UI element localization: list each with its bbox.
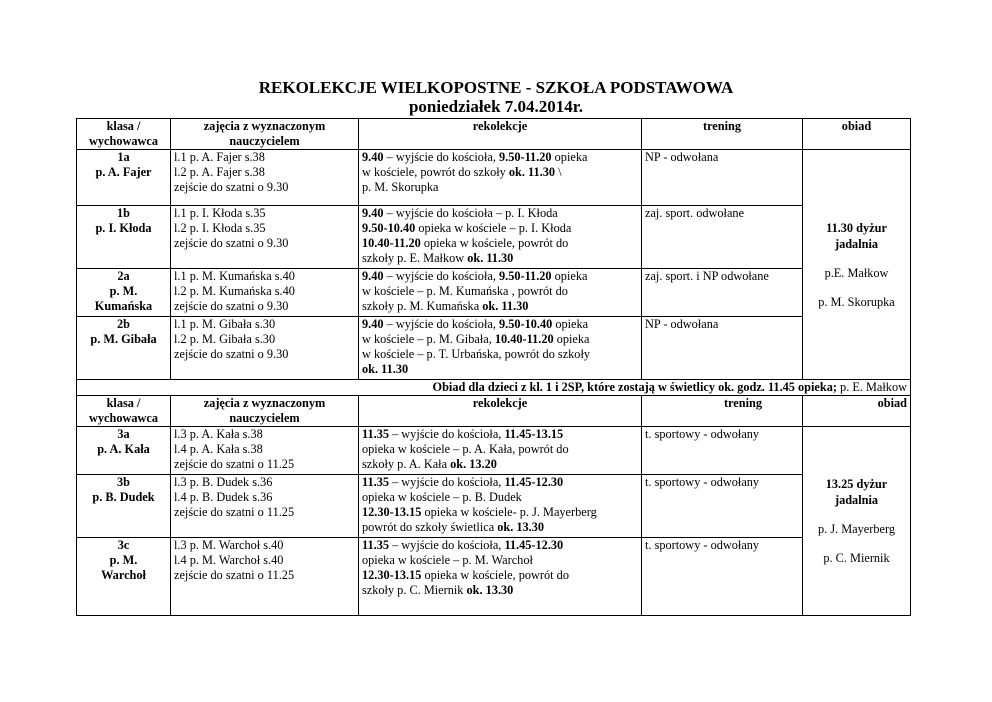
retreat-text: szkoły p. C. Miernik: [362, 583, 467, 597]
retreat-time: ok. 11.30: [362, 362, 409, 376]
training-cell: NP - odwołana: [642, 150, 803, 206]
class-line: p. B. Dudek: [92, 490, 155, 504]
retreat-line: [362, 538, 638, 553]
retreat-cell: [359, 269, 642, 317]
class-line: Warchoł: [101, 568, 146, 582]
retreat-line: [362, 520, 638, 535]
retreat-text: – wyjście do kościoła,: [383, 269, 499, 283]
lessons-line: zejście do szatni o 9.30: [174, 347, 289, 361]
training-cell: NP - odwołana: [642, 317, 803, 380]
retreat-line: [362, 206, 638, 221]
retreat-line: [362, 553, 638, 568]
retreat-time: 9.50-10.40: [498, 317, 553, 331]
retreat-time: 12.30-13.15: [362, 568, 422, 582]
retreat-line: [362, 475, 638, 490]
retreat-line: [362, 284, 638, 299]
lessons-cell: [171, 538, 359, 616]
retreat-line: [362, 221, 638, 236]
training-cell: t. sportowy - odwołany: [642, 475, 803, 538]
lessons-line: l.1 p. M. Kumańska s.40: [174, 269, 295, 283]
retreat-line: [362, 236, 638, 251]
retreat-time: ok. 11.30: [482, 299, 529, 313]
header-zajecia-line2: nauczycielem: [229, 134, 300, 148]
lunch-duty-time: 11.30 dyżur: [826, 220, 887, 235]
retreat-cell: [359, 150, 642, 206]
class-cell: [77, 269, 171, 317]
retreat-text: w kościele – p. M. Kumańska , powrót do: [362, 284, 568, 298]
class-line: p. M.: [109, 284, 138, 298]
retreat-line: [362, 362, 638, 377]
table-row: [77, 150, 911, 206]
retreat-time: 9.50-11.20: [498, 269, 552, 283]
retreat-line: [362, 150, 638, 165]
retreat-text: w kościele – p. M. Gibała,: [362, 332, 495, 346]
retreat-text: opieka w kościele- p. J. Mayerberg: [421, 505, 597, 519]
schedule-table: [76, 118, 911, 616]
header2-klasa-line1: klasa /: [106, 396, 141, 410]
retreat-time: ok. 13.30: [497, 520, 545, 534]
retreat-time: 11.35: [362, 538, 389, 552]
retreat-time: ok. 11.30: [467, 251, 514, 265]
class-line: 3a: [117, 427, 130, 441]
lessons-line: l.2 p. I. Kłoda s.35: [174, 221, 266, 235]
retreat-time: 9.50-11.20: [498, 150, 552, 164]
lunch-gap: [806, 508, 907, 522]
retreat-time: 10.40-11.20: [494, 332, 554, 346]
lunch-duty-place: jadalnia: [834, 493, 879, 507]
training-cell: zaj. sport. odwołane: [642, 206, 803, 269]
header2-zajecia: [171, 396, 359, 427]
header2-obiad: obiad: [803, 396, 911, 427]
retreat-time: 11.35: [362, 427, 389, 441]
retreat-text: opieka w kościele – p. B. Dudek: [362, 490, 522, 504]
retreat-time: 9.40: [362, 317, 384, 331]
retreat-line: [362, 457, 638, 472]
retreat-cell: [359, 538, 642, 616]
retreat-line: [362, 299, 638, 314]
class-line: p. A. Kała: [97, 442, 150, 456]
retreat-line: [362, 568, 638, 583]
class-line: 1b: [117, 206, 130, 220]
retreat-text: – wyjście do kościoła,: [383, 150, 499, 164]
class-cell: [77, 475, 171, 538]
retreat-cell: [359, 475, 642, 538]
class-line: 3c: [117, 538, 130, 552]
lunch-teacher: p. J. Mayerberg: [818, 522, 895, 536]
class-line: p. I. Kłoda: [95, 221, 152, 235]
retreat-line: [362, 427, 638, 442]
lunch-duty-cell: [803, 150, 911, 380]
retreat-line: [362, 583, 638, 598]
retreat-time: 11.45-13.15: [504, 427, 564, 441]
lessons-line: l.1 p. A. Fajer s.38: [174, 150, 265, 164]
retreat-text: opieka: [553, 332, 590, 346]
class-line: p. M. Gibała: [90, 332, 157, 346]
retreat-line: [362, 251, 638, 266]
header-zajecia-line1: zajęcia z wyznaczonym: [203, 119, 326, 133]
retreat-text: opieka: [552, 317, 589, 331]
lessons-cell: [171, 475, 359, 538]
lessons-line: zejście do szatni o 9.30: [174, 236, 289, 250]
lunch-gap: [806, 252, 907, 266]
class-cell: [77, 150, 171, 206]
header-row: [77, 119, 911, 150]
retreat-text: – wyjście do kościoła,: [389, 538, 505, 552]
retreat-cell: [359, 317, 642, 380]
retreat-time: 11.35: [362, 475, 389, 489]
retreat-time: ok. 13.30: [466, 583, 514, 597]
lessons-line: zejście do szatni o 9.30: [174, 299, 289, 313]
document-title: REKOLEKCJE WIELKOPOSTNE - SZKOŁA PODSTAWOWA: [258, 78, 734, 97]
lunch-duty-place: jadalnia: [834, 236, 879, 251]
retreat-time: 12.30-13.15: [362, 505, 422, 519]
retreat-text: opieka w kościele – p. A. Kała, powrót do: [362, 442, 569, 456]
retreat-text: szkoły p. M. Kumańska: [362, 299, 483, 313]
lunch-teacher: p.E. Małkow: [824, 265, 889, 280]
lessons-cell: [171, 269, 359, 317]
retreat-time: 10.40-11.20: [362, 236, 421, 250]
lunch-notice-bold: Obiad dla dzieci z kl. 1 i 2SP, które zostają w świetlicy ok. godz. 11.45 opieka;: [432, 380, 837, 394]
header-rekolekcje: rekolekcje: [359, 119, 642, 150]
lunch-duty-cell: [803, 427, 911, 616]
header-trening: trening: [642, 119, 803, 150]
header-klasa: [77, 119, 171, 150]
class-line: 1a: [117, 150, 130, 164]
lessons-line: l.2 p. A. Fajer s.38: [174, 165, 265, 179]
lunch-gap: [806, 281, 907, 295]
lessons-line: l.1 p. M. Gibała s.30: [174, 317, 276, 331]
retreat-text: opieka w kościele, powrót do: [420, 236, 569, 250]
lessons-line: l.2 p. M. Gibała s.30: [174, 332, 276, 346]
retreat-cell: [359, 206, 642, 269]
retreat-line: [362, 332, 638, 347]
retreat-text: w kościele – p. T. Urbańska, powrót do szkoły: [362, 347, 591, 361]
lunch-notice-row: [77, 380, 911, 396]
retreat-text: \: [555, 165, 562, 179]
header2-trening: trening: [642, 396, 803, 427]
lunch-teacher: p. C. Miernik: [823, 551, 890, 565]
class-cell: [77, 427, 171, 475]
training-cell: t. sportowy - odwołany: [642, 538, 803, 616]
retreat-text: – wyjście do kościoła,: [383, 317, 499, 331]
retreat-text: opieka w kościele – p. I. Kłoda: [415, 221, 572, 235]
lessons-line: zejście do szatni o 11.25: [174, 568, 295, 582]
retreat-time: ok. 11.30: [508, 165, 555, 179]
retreat-text: w kościele, powrót do szkoły: [362, 165, 509, 179]
class-line: Kumańska: [94, 299, 153, 313]
retreat-text: opieka: [551, 269, 588, 283]
lessons-line: l.1 p. I. Kłoda s.35: [174, 206, 266, 220]
lunch-notice-teacher: p. E. Małkow: [836, 380, 907, 394]
retreat-cell: [359, 427, 642, 475]
retreat-line: [362, 269, 638, 284]
retreat-text: powrót do szkoły świetlica: [362, 520, 498, 534]
table-row: [77, 317, 911, 380]
lunch-teacher: p. M. Skorupka: [818, 294, 895, 309]
table-row: [77, 269, 911, 317]
retreat-text: szkoły p. E. Małkow: [362, 251, 468, 265]
lessons-cell: [171, 427, 359, 475]
table-row: [77, 206, 911, 269]
retreat-line: [362, 180, 638, 195]
retreat-text: opieka w kościele, powrót do: [421, 568, 569, 582]
retreat-text: – wyjście do kościoła,: [389, 475, 505, 489]
header2-klasa-line2: wychowawca: [89, 411, 158, 425]
header-obiad: obiad: [803, 119, 911, 150]
class-line: 3b: [117, 475, 130, 489]
class-line: p. M.: [109, 553, 138, 567]
schedule-body: [77, 119, 911, 616]
lessons-line: l.3 p. M. Warchoł s.40: [174, 538, 284, 552]
retreat-text: – wyjście do kościoła – p. I. Kłoda: [383, 206, 558, 220]
retreat-text: p. M. Skorupka: [362, 180, 439, 194]
retreat-time: ok. 13.20: [450, 457, 497, 471]
lessons-line: l.4 p. A. Kała s.38: [174, 442, 263, 456]
retreat-time: 9.40: [362, 206, 384, 220]
retreat-line: [362, 490, 638, 505]
retreat-line: [362, 347, 638, 362]
retreat-line: [362, 442, 638, 457]
lessons-cell: [171, 317, 359, 380]
retreat-line: [362, 505, 638, 520]
class-line: 2b: [117, 317, 130, 331]
retreat-time: 11.45-12.30: [504, 475, 564, 489]
class-cell: [77, 206, 171, 269]
lessons-cell: [171, 206, 359, 269]
lessons-line: l.3 p. B. Dudek s.36: [174, 475, 273, 489]
document-date: poniedziałek 7.04.2014r.: [408, 97, 584, 116]
table-row: [77, 427, 911, 475]
retreat-text: – wyjście do kościoła,: [389, 427, 505, 441]
class-line: 2a: [117, 269, 130, 283]
header2-zajecia-line2: nauczycielem: [229, 411, 300, 425]
retreat-time: 11.45-12.30: [504, 538, 564, 552]
header-klasa-line1: klasa /: [106, 119, 141, 133]
table-row: [77, 538, 911, 616]
header-row-2: [77, 396, 911, 427]
lunch-notice: [77, 380, 911, 396]
header-klasa-line2: wychowawca: [89, 134, 158, 148]
lessons-line: l.4 p. M. Warchoł s.40: [174, 553, 284, 567]
retreat-text: opieka w kościele – p. M. Warchoł: [362, 553, 533, 567]
lessons-cell: [171, 150, 359, 206]
retreat-text: opieka: [551, 150, 588, 164]
lessons-line: l.3 p. A. Kała s.38: [174, 427, 263, 441]
class-cell: [77, 538, 171, 616]
retreat-line: [362, 317, 638, 332]
lessons-line: l.2 p. M. Kumańska s.40: [174, 284, 295, 298]
class-cell: [77, 317, 171, 380]
lessons-line: zejście do szatni o 9.30: [174, 180, 289, 194]
retreat-time: 9.40: [362, 150, 384, 164]
header2-rekolekcje: rekolekcje: [359, 396, 642, 427]
retreat-line: [362, 165, 638, 180]
lessons-line: zejście do szatni o 11.25: [174, 505, 295, 519]
header2-zajecia-line1: zajęcia z wyznaczonym: [203, 396, 326, 410]
table-row: [77, 475, 911, 538]
header-zajecia: [171, 119, 359, 150]
retreat-time: 9.40: [362, 269, 384, 283]
retreat-time: 9.50-10.40: [362, 221, 416, 235]
lunch-gap: [806, 537, 907, 551]
training-cell: t. sportowy - odwołany: [642, 427, 803, 475]
lessons-line: l.4 p. B. Dudek s.36: [174, 490, 273, 504]
training-cell: zaj. sport. i NP odwołane: [642, 269, 803, 317]
header2-klasa: [77, 396, 171, 427]
lessons-line: zejście do szatni o 11.25: [174, 457, 295, 471]
retreat-text: szkoły p. A. Kała: [362, 457, 451, 471]
lunch-duty-time: 13.25 dyżur: [825, 477, 888, 491]
class-line: p. A. Fajer: [95, 165, 152, 179]
